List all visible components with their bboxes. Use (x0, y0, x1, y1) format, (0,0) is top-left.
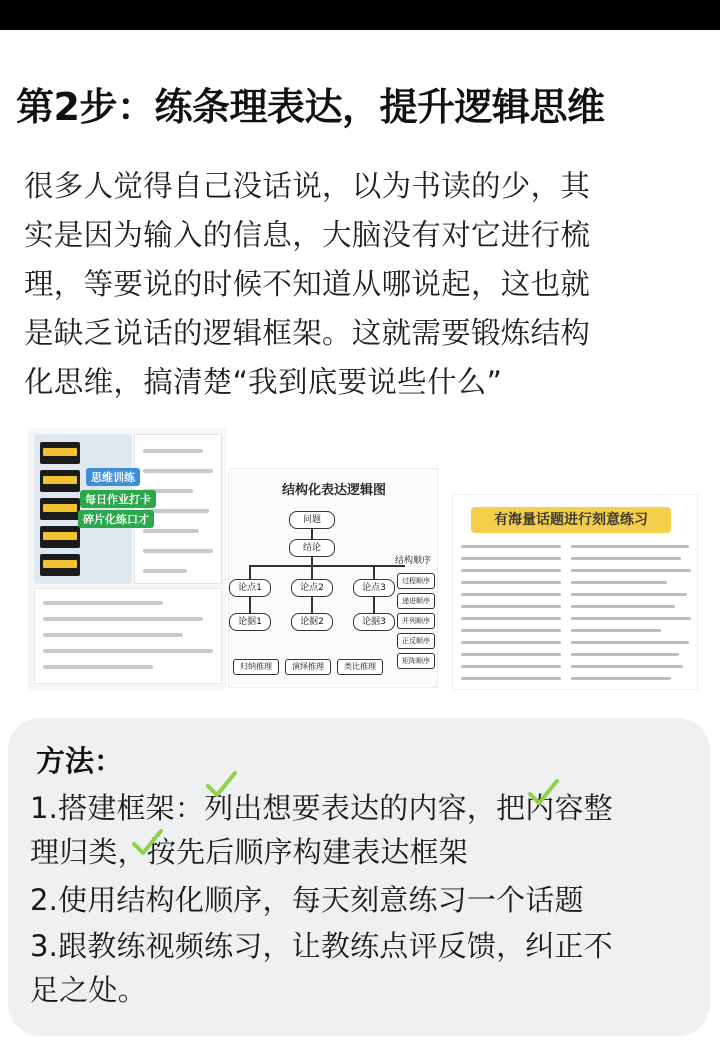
intro-line: 是缺乏说话的逻辑框架。这就需要锻炼结构 (24, 316, 591, 350)
order-item: 递进顺序 (397, 593, 435, 609)
order-item: 过程顺序 (397, 573, 435, 589)
methods-title: 方法： (36, 744, 124, 778)
evidence-node: 论据2 (291, 613, 333, 631)
method-line: 2.使用结构化顺序，每天刻意练习一个话题 (30, 883, 584, 917)
method-line: 理归类，按先后顺序构建表达框架 (30, 835, 469, 869)
intro-line: 理，等要说的时候不知道从哪说起，这也就 (24, 267, 591, 301)
checkmark-icon (130, 826, 164, 860)
course-thumbnail (40, 470, 80, 492)
feature-tag: 碎片化练口才 (78, 510, 154, 528)
method-line: 足之处。 (30, 973, 147, 1007)
illustration-collage (28, 428, 698, 690)
conclusion-node: 结论 (289, 539, 335, 557)
feature-tag: 每日作业打卡 (80, 490, 156, 508)
checkmark-icon (204, 768, 238, 802)
point-node: 论点3 (353, 579, 395, 597)
logic-diagram (228, 468, 438, 688)
task-list-screenshot (134, 434, 222, 584)
course-list-screenshot (34, 434, 132, 584)
order-item: 矩阵顺序 (397, 653, 435, 669)
reasoning-label: 归纳推理 (233, 659, 279, 675)
method-line: 1.搭建框架：列出想要表达的内容，把内容整 (30, 791, 613, 825)
intro-line: 很多人觉得自己没话说，以为书读的少，其 (24, 169, 591, 203)
diagram-title: 结构化表达逻辑图 (281, 483, 386, 498)
order-label: 结构顺序 (395, 556, 432, 566)
point-node: 论点2 (291, 579, 333, 597)
topic-list-screenshot (452, 494, 698, 690)
app-screenshot-panel (28, 428, 226, 690)
intro-line: 化思维，搞清楚“我到底要说些什么” (24, 365, 503, 399)
course-thumbnail (40, 526, 80, 548)
evidence-node: 论据3 (353, 613, 395, 631)
order-item: 并列顺序 (397, 613, 435, 629)
course-thumbnail (40, 554, 80, 576)
feature-tag: 思维训练 (86, 468, 140, 486)
order-item: 正反顺序 (397, 633, 435, 649)
reasoning-label: 类比推理 (337, 659, 383, 675)
top-black-bar (0, 0, 720, 30)
point-node: 论点1 (229, 579, 271, 597)
intro-paragraph (24, 162, 700, 407)
evidence-node: 论据1 (229, 613, 271, 631)
reasoning-label: 演绎推理 (285, 659, 331, 675)
question-node: 问题 (289, 511, 335, 529)
chat-screenshot (34, 588, 222, 684)
course-thumbnail (40, 442, 80, 464)
checkmark-icon (526, 776, 560, 810)
topics-banner: 有海量话题进行刻意练习 (471, 507, 671, 533)
method-line: 3.跟教练视频练习，让教练点评反馈，纠正不 (30, 929, 613, 963)
course-thumbnail (40, 498, 80, 520)
page-title: 第2步：练条理表达，提升逻辑思维 (16, 85, 605, 129)
intro-line: 实是因为输入的信息，大脑没有对它进行梳 (24, 218, 591, 252)
